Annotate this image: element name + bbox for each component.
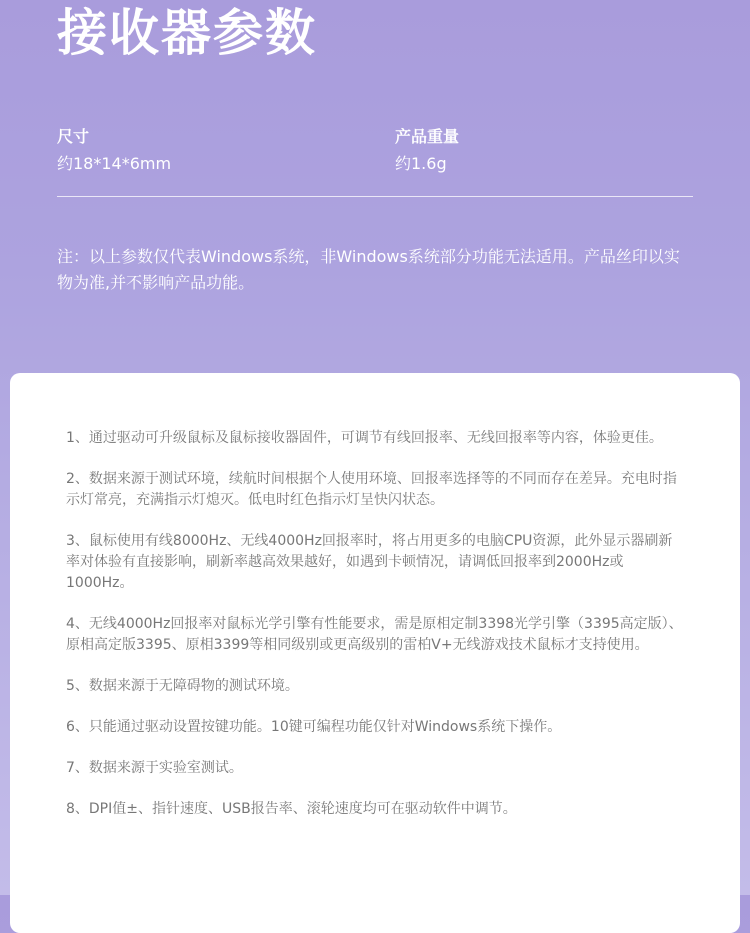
- list-item: 4、无线4000Hz回报率对鼠标光学引擎有性能要求，需是原相定制3398光学引擎（3395高定版）、原相高定版3395、原相3399等相同级别或更高级别的雷柏V+无线游戏技术鼠标才支持使用。: [66, 616, 683, 653]
- list-item: 5、数据来源于无障碍物的测试环境。: [66, 678, 299, 694]
- list-item: 1、通过驱动可升级鼠标及鼠标接收器固件，可调节有线回报率、无线回报率等内容，体验更佳。: [66, 430, 663, 446]
- spec-size-label: 尺寸: [57, 127, 90, 146]
- spec-weight: [395, 126, 459, 175]
- spec-size-value: 约18*14*6mm: [57, 154, 172, 173]
- list-item: 7、数据来源于实验室测试。: [66, 760, 243, 776]
- notes-list: [66, 428, 684, 840]
- list-item: 2、数据来源于测试环境，续航时间根据个人使用环境、回报率选择等的不同而存在差异。充电时指示灯常亮，充满指示灯熄灭。低电时红色指示灯呈快闪状态。: [66, 471, 677, 508]
- divider: [57, 196, 693, 197]
- list-item: 3、鼠标使用有线8000Hz、无线4000Hz回报率时，将占用更多的电脑CPU资源，此外显示器刷新率对体验有直接影响，刷新率越高效果越好，如遇到卡顿情况，请调低回报率到2000Hz或1000Hz。: [66, 533, 673, 591]
- spec-size: [57, 126, 171, 175]
- list-item: 6、只能通过驱动设置按键功能。10键可编程功能仅针对Windows系统下操作。: [66, 719, 562, 735]
- disclaimer-note: 注：以上参数仅代表Windows系统，非Windows系统部分功能无法适用。产品丝印以实物为准,并不影响产品功能。: [57, 247, 680, 292]
- spec-weight-value: 约1.6g: [395, 154, 447, 173]
- spec-weight-label: 产品重量: [395, 127, 460, 146]
- notes-card: [10, 373, 740, 933]
- list-item: 8、DPI值±、指针速度、USB报告率、滚轮速度均可在驱动软件中调节。: [66, 801, 517, 817]
- page-title: 接收器参数: [57, 4, 317, 62]
